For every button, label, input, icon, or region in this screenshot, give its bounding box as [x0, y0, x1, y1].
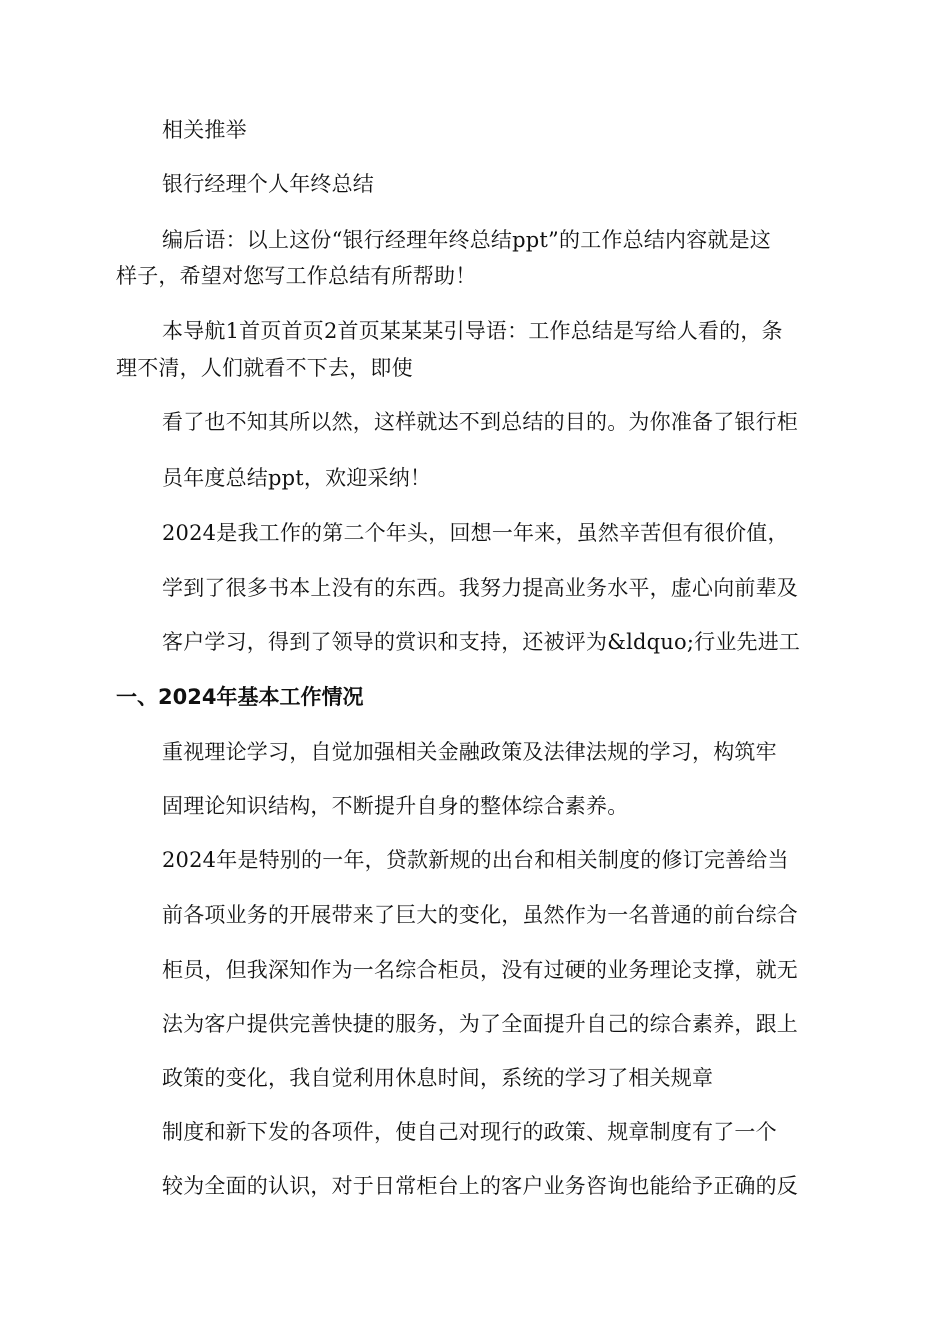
paragraph-line: 样子，希望对您写工作总结有所帮助！ — [116, 264, 477, 288]
paragraph-line: 前各项业务的开展带来了巨大的变化，虽然作为一名普通的前台综合 — [162, 903, 798, 927]
paragraph-line: 银行经理个人年终总结 — [162, 172, 374, 196]
paragraph-line: 2024年是特别的一年，贷款新规的出台和相关制度的修订完善给当 — [162, 848, 789, 872]
paragraph-line: 法为客户提供完善快捷的服务，为了全面提升自己的综合素养，跟上 — [162, 1012, 798, 1036]
paragraph-line: 柜员，但我深知作为一名综合柜员，没有过硬的业务理论支撑，就无 — [162, 958, 798, 982]
paragraph-line: 理不清，人们就看不下去，即使 — [116, 356, 413, 380]
paragraph-line: 客户学习，得到了领导的赏识和支持，还被评为&ldquo;行业先进工 — [162, 630, 801, 654]
section-heading: 一、2024年基本工作情况 — [116, 685, 364, 709]
paragraph-line: 政策的变化，我自觉利用休息时间，系统的学习了相关规章 — [162, 1066, 714, 1090]
paragraph-line: 员年度总结ppt，欢迎采纳！ — [162, 466, 432, 490]
paragraph-line: 固理论知识结构，不断提升自身的整体综合素养。 — [162, 794, 629, 818]
paragraph-line: 相关推举 — [162, 118, 247, 142]
paragraph-line: 编后语：以上这份“银行经理年终总结ppt”的工作总结内容就是这 — [162, 228, 771, 252]
paragraph-line: 看了也不知其所以然，这样就达不到总结的目的。为你准备了银行柜 — [162, 410, 798, 434]
paragraph-line: 重视理论学习，自觉加强相关金融政策及法律法规的学习，构筑牢 — [162, 740, 777, 764]
paragraph-line: 制度和新下发的各项件，使自己对现行的政策、规章制度有了一个 — [162, 1120, 777, 1144]
paragraph-line: 本导航1首页首页2首页某某某引导语：工作总结是写给人看的，条 — [162, 319, 783, 343]
paragraph-line: 2024是我工作的第二个年头，回想一年来，虽然辛苦但有很价值， — [162, 521, 789, 545]
paragraph-line: 学到了很多书本上没有的东西。我努力提高业务水平，虚心向前辈及 — [162, 576, 798, 600]
paragraph-line: 较为全面的认识，对于日常柜台上的客户业务咨询也能给予正确的反 — [162, 1174, 798, 1198]
